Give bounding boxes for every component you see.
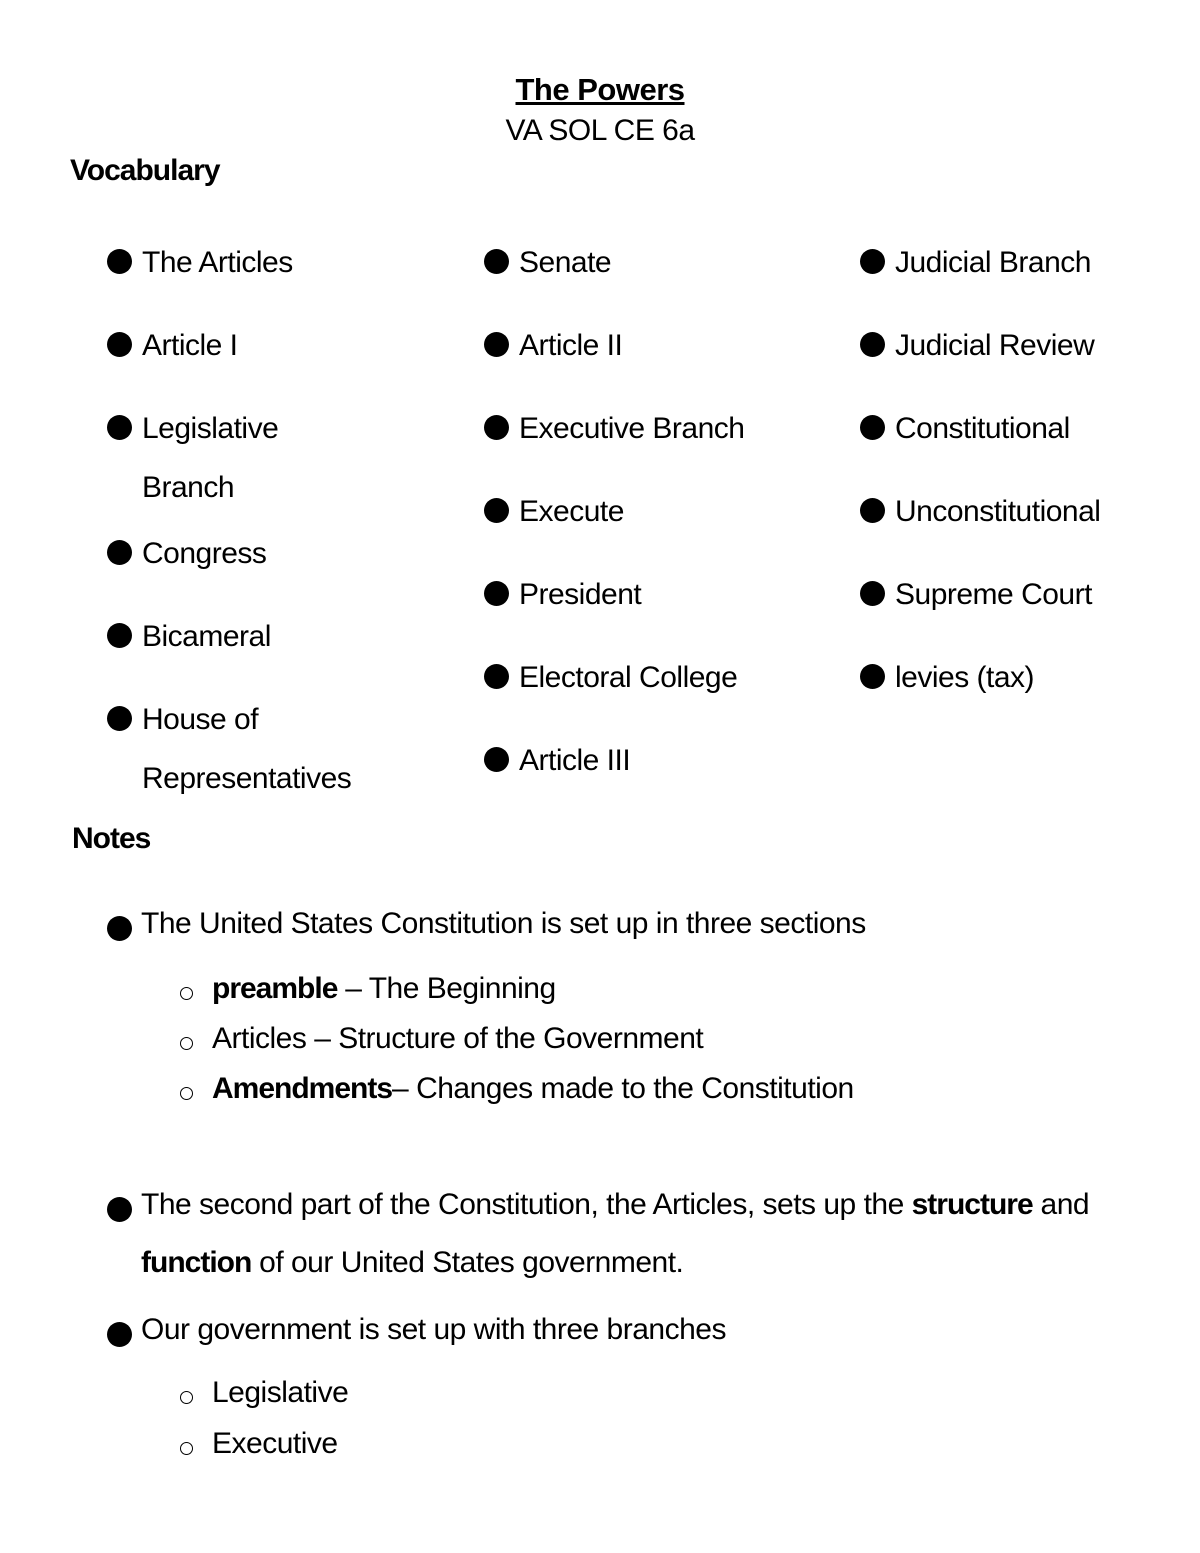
vocab-term: Executive Branch [519, 412, 745, 445]
note-text-part: The second part of the Constitution, the Articles, sets up the [141, 1188, 912, 1221]
bullet-icon [484, 415, 509, 440]
bullet-icon [860, 415, 885, 440]
bullet-icon [484, 747, 509, 772]
vocab-term: Supreme Court [895, 578, 1092, 611]
bullet-icon [484, 332, 509, 357]
bullet-icon [484, 249, 509, 274]
circle-bullet-icon [180, 1442, 193, 1455]
vocab-term: Congress [142, 537, 267, 570]
vocab-term: Bicameral [142, 620, 271, 653]
note-text-part: and [1032, 1188, 1090, 1221]
vocab-term: Judicial Branch [895, 246, 1091, 279]
section-description: – Changes made to the Constitution [392, 1072, 854, 1105]
bullet-icon [860, 664, 885, 689]
vocab-term: House of [142, 703, 259, 736]
branch-item: Legislative [212, 1376, 349, 1409]
bullet-icon [860, 498, 885, 523]
section-item-amendments [212, 1072, 854, 1106]
bullet-icon [107, 623, 132, 648]
circle-bullet-icon [180, 987, 193, 1000]
note-bold-term: function [141, 1246, 252, 1279]
circle-bullet-icon [180, 1391, 193, 1404]
bullet-icon [860, 581, 885, 606]
note-text-part: of our United States government. [251, 1246, 684, 1279]
branch-item: Executive [212, 1427, 338, 1460]
bullet-icon [484, 664, 509, 689]
bullet-icon [107, 332, 132, 357]
bullet-icon [107, 249, 132, 274]
vocab-term: Article I [142, 329, 238, 362]
note-bold-term: structure [911, 1188, 1033, 1221]
note-articles-structure-continued [141, 1246, 683, 1280]
vocab-term: President [519, 578, 642, 611]
bullet-icon [860, 332, 885, 357]
vocab-term-continued: Branch [142, 471, 235, 504]
bullet-icon [107, 1197, 132, 1222]
bullet-icon [107, 916, 132, 941]
section-description: – The Beginning [337, 972, 556, 1005]
vocab-term: Judicial Review [895, 329, 1095, 362]
vocab-term: Execute [519, 495, 624, 528]
vocab-term: Senate [519, 246, 612, 279]
note-three-branches: Our government is set up with three branches [141, 1313, 726, 1346]
note-constitution-sections: The United States Constitution is set up in three sections [141, 907, 866, 940]
section-item-preamble [212, 972, 556, 1006]
bullet-icon [107, 540, 132, 565]
vocab-term: Article III [519, 744, 631, 777]
vocab-term: Article II [519, 329, 623, 362]
section-item-articles [212, 1022, 703, 1056]
section-term: preamble [212, 972, 338, 1005]
page-title: The Powers [515, 72, 685, 107]
circle-bullet-icon [180, 1087, 193, 1100]
vocab-term: Unconstitutional [895, 495, 1101, 528]
vocab-term: levies (tax) [895, 661, 1035, 694]
page-subtitle: VA SOL CE 6a [505, 114, 695, 147]
vocab-term: Electoral College [519, 661, 738, 694]
section-description: – Structure of the Government [306, 1022, 704, 1055]
section-term: Amendments [212, 1072, 393, 1105]
vocab-term: The Articles [142, 246, 293, 279]
vocab-term: Legislative [142, 412, 279, 445]
notes-heading: Notes [72, 822, 151, 855]
section-term: Articles [212, 1022, 307, 1055]
note-articles-structure [141, 1188, 1089, 1222]
vocabulary-heading: Vocabulary [70, 154, 220, 187]
bullet-icon [107, 1322, 132, 1347]
bullet-icon [484, 581, 509, 606]
bullet-icon [107, 415, 132, 440]
bullet-icon [860, 249, 885, 274]
vocab-term-continued: Representatives [142, 762, 352, 795]
vocab-term: Constitutional [895, 412, 1070, 445]
bullet-icon [107, 706, 132, 731]
bullet-icon [484, 498, 509, 523]
circle-bullet-icon [180, 1037, 193, 1050]
